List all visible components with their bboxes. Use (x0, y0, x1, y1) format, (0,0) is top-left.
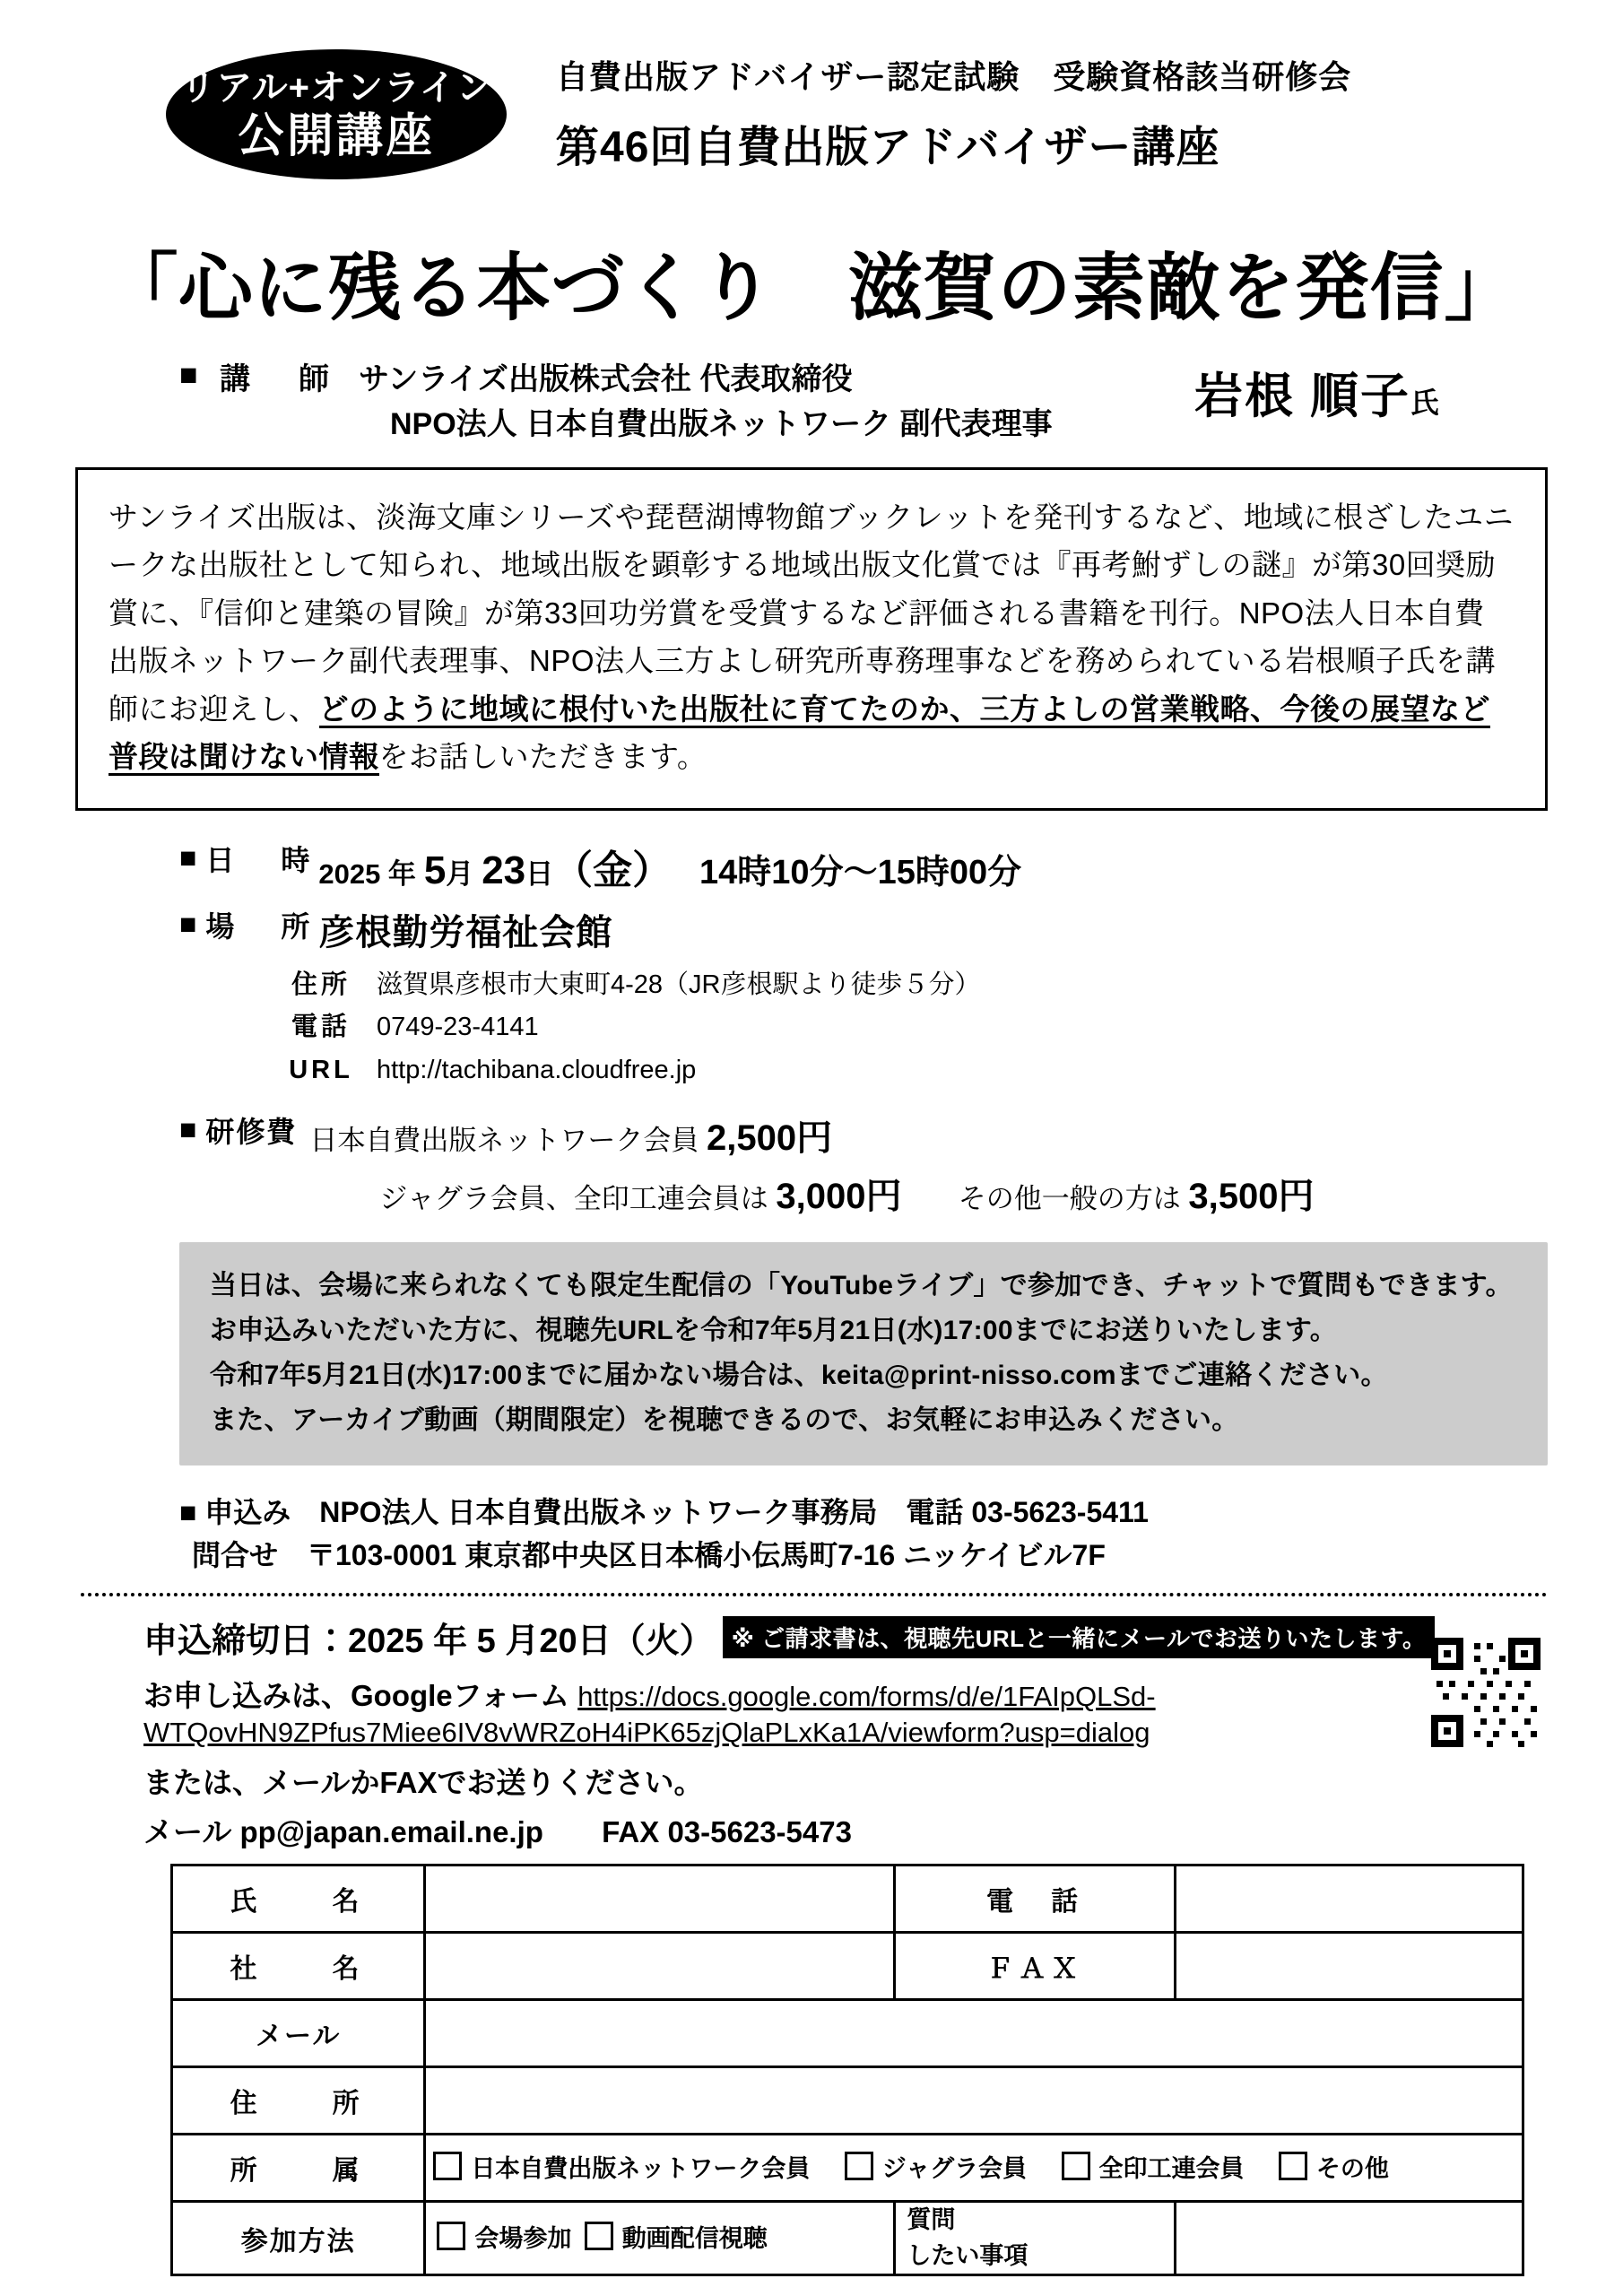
checkbox-label: 日本自費出版ネットワーク会員 (471, 2154, 811, 2182)
place-detail-label: 電話 (291, 1013, 351, 1042)
fee-line1-amount: 2,500円 (706, 1118, 833, 1159)
date-day: 23 (482, 848, 526, 892)
place-detail-label: URL (289, 1055, 353, 1084)
checkbox-label: 動画配信視聴 (621, 2224, 768, 2252)
checkbox-icon (845, 2152, 873, 2180)
badge-line1: リアル+オンライン (179, 67, 493, 108)
alt-submit-line: または、メールかFAXでお送りください。 (143, 1766, 704, 1800)
form-fax-label: ＦＡＸ (895, 1933, 1176, 2000)
checkbox-label: ジャグラ会員 (881, 2154, 1028, 2182)
fee-line2-text2: その他一般の方は (958, 1183, 1181, 1215)
online-notice (179, 1242, 1548, 1465)
lecturer-name-suffix: 氏 (1410, 387, 1439, 419)
badge-line2: 公開講座 (237, 109, 435, 162)
deadline-label: 申込締切日：2025 年 5 月20日（火） (143, 1622, 714, 1661)
checkbox-affiliation-0[interactable] (433, 2149, 810, 2184)
form-name-label: 氏 名 (172, 1866, 425, 1933)
checkbox-label: 全印工連会員 (1098, 2154, 1245, 2182)
description-box (75, 467, 1548, 811)
table-row (172, 2067, 1523, 2135)
description-emphasis: どのように地域に根付いた出版社に育てたのか、三方よしの営業戦略、今後の展望など普段は聞けない情報 (108, 692, 1490, 776)
date-month: 5 (423, 848, 447, 892)
checkbox-affiliation-1[interactable] (845, 2149, 1027, 2184)
qr-code-icon (1431, 1638, 1541, 1747)
date-row (179, 838, 1569, 895)
fee-line1-text: 日本自費出版ネットワーク会員 (309, 1125, 699, 1157)
form-address-input[interactable] (425, 2067, 1523, 2135)
checkbox-icon (585, 2222, 613, 2250)
place-detail-row (267, 966, 981, 1007)
description-part2: をお話しいただきます。 (378, 740, 707, 774)
apply-line2: 問合せ 〒103-0001 東京都中央区日本橋小伝馬町7-16 ニッケイビル7F (192, 1539, 1106, 1572)
bullet-square-icon: ■ (179, 907, 197, 940)
lecturer-org1: サンライズ出版株式会社 代表取締役 (359, 362, 853, 396)
google-form-line (143, 1673, 1569, 1715)
date-weekday: （金） (553, 848, 673, 892)
deadline-note-badge: ※ ご請求書は、視聴先URLと一緒にメールでお送りいたします。 (723, 1616, 1436, 1658)
place-detail-value: 0749-23-4141 (377, 1013, 539, 1042)
date-value (318, 838, 1021, 895)
notice-line2: お申込みいただいた方に、視聴先URLを令和7年5月21日(水)17:00までにお送りいたします。 (210, 1316, 1338, 1346)
form-phone-label: 電 話 (895, 1866, 1176, 1933)
mail-label[interactable]: メール pp@japan.email.ne.jp (143, 1815, 543, 1849)
fee-row (179, 1109, 1569, 1219)
bullet-square-icon: ■ (179, 840, 197, 874)
date-label: 日 時 (205, 843, 319, 876)
checkbox-icon (1279, 2152, 1307, 2180)
notice-line4: また、アーカイブ動画（期間限定）を視聴できるので、お気軽にお申込みください。 (210, 1405, 1239, 1435)
form-question-label (895, 2202, 1176, 2274)
course-badge (166, 49, 507, 179)
place-detail-value: 滋賀県彦根市大東町4-28（JR彦根駅より徒歩５分） (377, 970, 981, 999)
form-question-input[interactable] (1175, 2202, 1523, 2274)
bullet-square-icon: ■ (179, 1113, 197, 1146)
checkbox-label: 会場参加 (474, 2224, 572, 2252)
place-row (179, 904, 1569, 955)
table-row (172, 1933, 1523, 2000)
place-detail-row (267, 1008, 981, 1049)
header (54, 0, 1569, 224)
info-section (179, 838, 1569, 1220)
google-form-url-line2[interactable]: WTQovHN9ZPfus7Miee6IV8vWRZoH4iPK65zjQlaPLxKa1A/viewform?usp=dialog (143, 1717, 1150, 1749)
checkbox-label: その他 (1315, 2154, 1389, 2182)
place-detail-label: 住所 (291, 970, 351, 999)
place-name: 彦根勤労福祉会館 (318, 912, 613, 952)
deadline-line (143, 1613, 1569, 1662)
table-row (172, 2135, 1523, 2202)
page-title: 「心に残る本づくり 滋賀の素敵を発信」 (104, 248, 1519, 329)
form-fax-input[interactable] (1175, 1933, 1523, 2000)
date-time: 14時10分〜15時00分 (699, 853, 1022, 891)
header-heading: 第46回自費出版アドバイザー講座 (556, 124, 1220, 171)
form-participation-options (425, 2202, 895, 2274)
notice-line1: 当日は、会場に来られなくても限定生配信の「YouTubeライブ」で参加でき、チャットで質問もできます。 (210, 1271, 1513, 1301)
form-phone-input[interactable] (1175, 1866, 1523, 1933)
mail-fax-line (143, 1809, 1569, 1851)
form-company-input[interactable] (425, 1933, 895, 2000)
form-address-label: 住 所 (172, 2067, 425, 2135)
checkbox-participation-1[interactable] (585, 2219, 768, 2254)
date-day-unit: 日 (525, 857, 554, 890)
form-affiliation-label: 所 属 (172, 2135, 425, 2202)
checkbox-affiliation-3[interactable] (1279, 2149, 1389, 2184)
google-form-lead: お申し込みは、Googleフォーム (143, 1679, 570, 1713)
google-form-url-line1[interactable]: https://docs.google.com/forms/d/e/1FAIpQLSd- (577, 1681, 1156, 1713)
place-label: 場 所 (205, 909, 319, 943)
bullet-square-icon: ■ (179, 358, 198, 392)
date-year: 2025 年 (318, 857, 416, 890)
place-url[interactable]: http://tachibana.cloudfree.jp (377, 1055, 697, 1084)
form-question-label-line2: したい事項 (907, 2241, 1028, 2269)
form-affiliation-options (425, 2135, 1523, 2202)
date-month-unit: 月 (446, 857, 474, 890)
fee-line2 (379, 1168, 1314, 1219)
divider-dotted (81, 1593, 1548, 1596)
checkbox-icon (437, 2222, 465, 2250)
form-mail-input[interactable] (425, 2000, 1523, 2067)
lecturer-org2: NPO法人 日本自費出版ネットワーク 副代表理事 (390, 407, 1053, 441)
application-form-table (170, 1864, 1524, 2275)
form-mail-label: メール (172, 2000, 425, 2067)
checkbox-participation-0[interactable] (437, 2219, 571, 2254)
table-row (172, 2202, 1523, 2274)
header-subtitle: 自費出版アドバイザー認定試験 受験資格該当研修会 (556, 58, 1352, 95)
apply-contact (179, 1491, 1569, 1577)
notice-line3: 令和7年5月21日(水)17:00までに届かない場合は、keita@print-nisso.comまでご連絡ください。 (210, 1360, 1388, 1390)
table-row (172, 2000, 1523, 2067)
fee-line2-amount: 3,000円 (776, 1177, 902, 1217)
fee-line2-amount2: 3,500円 (1188, 1177, 1315, 1217)
deadline-block (143, 1613, 1569, 1851)
fee-line2-text: ジャグラ会員、全印工連会員は (379, 1183, 768, 1215)
form-participation-label: 参加方法 (172, 2202, 425, 2274)
lecturer-block (54, 347, 1569, 464)
form-name-input[interactable] (425, 1866, 895, 1933)
fee-line1 (309, 1118, 833, 1159)
table-row (172, 1866, 1523, 1933)
description-part1: サンライズ出版は、淡海文庫シリーズや琵琶湖博物館ブックレットを発刊するなど、地域に根ざしたユニークな出版社として知られ、地域出版を顕彰する地域出版文化賞では『再考鮒ずしの謎』が第30回奨励賞に、『信仰と建築の冒険』が第33回功労賞を受賞するなど評価される書籍を刊行。NPO法人日本自費出版ネットワーク副代表理事、NPO法人三方よし研究所専務理事などを務められている岩根順子氏を講師にお迎えし、 (108, 500, 1515, 726)
lecturer-name: 岩根 順子氏 (1193, 370, 1439, 423)
checkbox-affiliation-2[interactable] (1062, 2149, 1245, 2184)
place-detail-row (267, 1051, 981, 1092)
form-question-label-line1: 質問 (907, 2206, 956, 2234)
place-details (265, 964, 983, 1094)
form-company-label: 社 名 (172, 1933, 425, 2000)
fee-label: 研修費 (205, 1116, 298, 1149)
lecturer-label: 講 師 (220, 362, 338, 396)
checkbox-icon (433, 2152, 462, 2180)
header-text (556, 52, 1351, 174)
fax-label: FAX 03-5623-5473 (602, 1815, 852, 1849)
apply-line1: ■ 申込み NPO法人 日本自費出版ネットワーク事務局 電話 03-5623-5411 (179, 1496, 1149, 1529)
checkbox-icon (1062, 2152, 1090, 2180)
